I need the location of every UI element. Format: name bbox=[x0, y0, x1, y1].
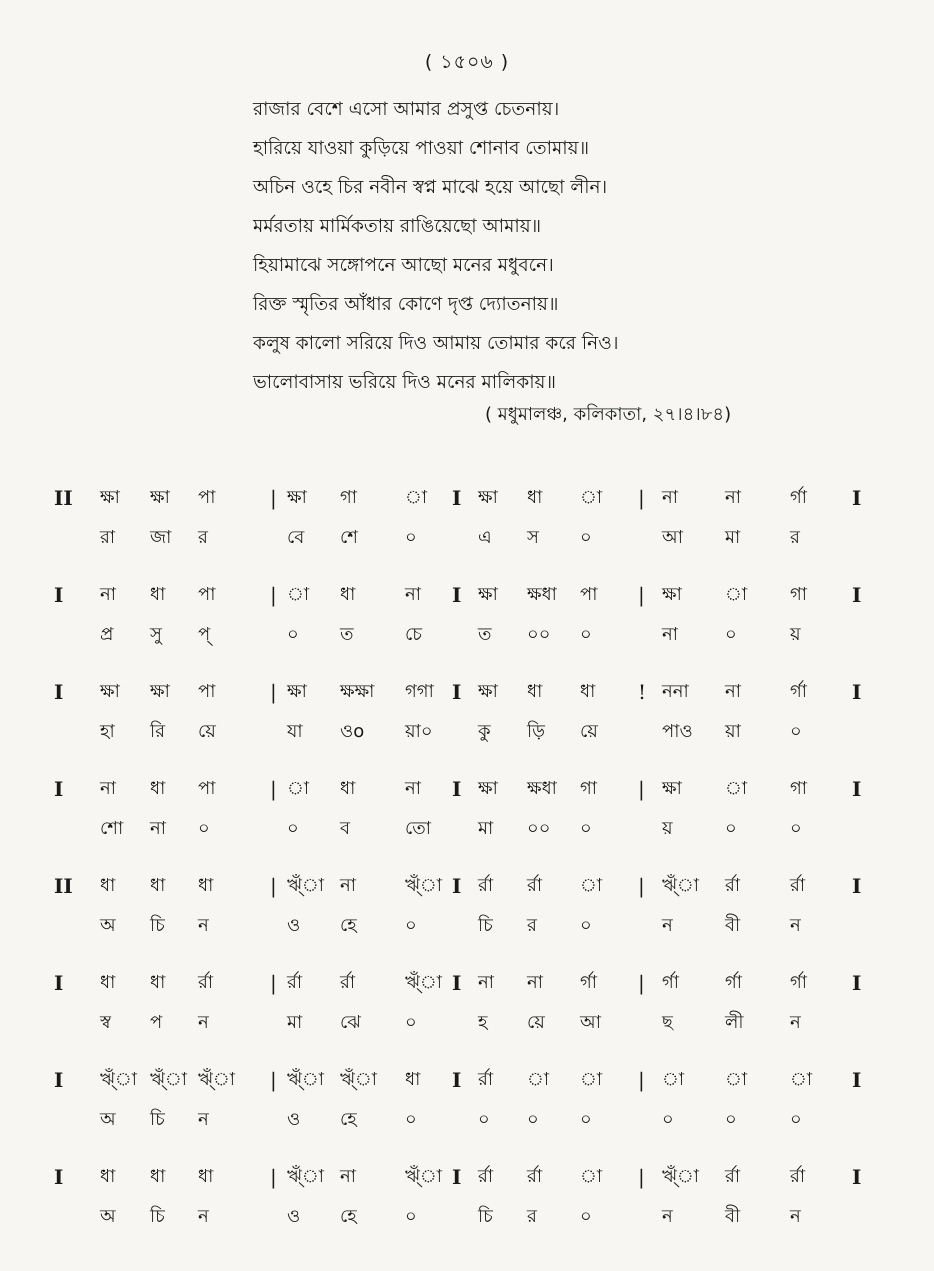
swara-note: ক্ষা bbox=[478, 681, 498, 702]
lyric-syllable: বী bbox=[725, 1206, 741, 1227]
lyric-syllable: না bbox=[662, 624, 678, 645]
lyric-syllable: এ bbox=[478, 527, 492, 548]
start-bar-mark: II bbox=[54, 486, 73, 510]
swara-note: পা bbox=[198, 778, 216, 799]
swara-note: া bbox=[725, 584, 748, 605]
lyric-syllable: বে bbox=[287, 527, 305, 548]
poem-line: অচিন ওহে চির নবীন স্বপ্ন মাঝে হয়ে আছো লীন। bbox=[253, 177, 608, 198]
lyric-syllable: ০ bbox=[725, 818, 737, 839]
swara-row bbox=[0, 478, 934, 518]
swara-note: গগা bbox=[405, 681, 434, 702]
lyric-syllable: জা bbox=[150, 527, 172, 548]
swara-note: ঋ্ঁা bbox=[340, 1069, 377, 1090]
lyric-syllable: ০ bbox=[478, 1109, 490, 1130]
lyric-syllable: সু bbox=[150, 624, 162, 645]
beat-divider: I bbox=[452, 971, 462, 995]
lyric-syllable: ত bbox=[478, 624, 492, 645]
beat-divider: | bbox=[638, 971, 645, 995]
lyric-syllable: ০ bbox=[790, 1109, 802, 1130]
swara-row bbox=[0, 769, 934, 809]
swara-note: ক্ষা bbox=[662, 778, 682, 799]
swara-note: ধা bbox=[150, 875, 166, 896]
swara-note: র্গা bbox=[580, 972, 598, 993]
swara-note: ননা bbox=[662, 681, 689, 702]
lyric-syllable: মা bbox=[725, 527, 741, 548]
lyric-row bbox=[0, 518, 934, 558]
swara-note: ধা bbox=[340, 778, 356, 799]
lyric-syllable: অ bbox=[100, 1206, 116, 1227]
swara-note: ক্ষা bbox=[662, 584, 682, 605]
lyric-syllable: অ bbox=[100, 915, 116, 936]
lyric-syllable: য়া bbox=[725, 721, 741, 742]
end-bar-mark: I bbox=[852, 874, 862, 898]
lyric-syllable: ন bbox=[662, 1206, 673, 1227]
lyric-syllable: ০ bbox=[580, 915, 592, 936]
swara-note: ধা bbox=[100, 1166, 116, 1187]
lyric-syllable: হে bbox=[340, 915, 357, 936]
swara-note: গা bbox=[790, 584, 808, 605]
beat-divider: I bbox=[452, 680, 462, 704]
swara-note: ধা bbox=[340, 584, 356, 605]
swara-note: ধা bbox=[100, 875, 116, 896]
lyric-row bbox=[0, 1003, 934, 1043]
lyric-syllable: ঝে bbox=[340, 1012, 361, 1033]
swara-note: া bbox=[527, 1069, 550, 1090]
swara-note: না bbox=[405, 778, 421, 799]
swara-note: া bbox=[790, 1069, 813, 1090]
lyric-syllable: ০ bbox=[790, 818, 802, 839]
lyric-syllable: ন bbox=[790, 1206, 801, 1227]
swara-note: না bbox=[725, 487, 741, 508]
page-number: ( ১৫০৬ ) bbox=[424, 51, 510, 73]
poem-line: হারিয়ে যাওয়া কুড়িয়ে পাওয়া শোনাব তোমায়॥ bbox=[253, 138, 590, 159]
lyric-syllable: ন bbox=[790, 1012, 801, 1033]
lyric-syllable: য়ে bbox=[198, 721, 216, 742]
swara-note: ক্ষা bbox=[150, 487, 170, 508]
start-bar-mark: I bbox=[54, 1068, 64, 1092]
beat-divider: | bbox=[270, 486, 277, 510]
lyric-syllable: চি bbox=[150, 1109, 165, 1130]
swara-note: ধা bbox=[527, 487, 543, 508]
swara-note: র্রা bbox=[725, 1166, 741, 1187]
lyric-syllable: ০ bbox=[405, 1109, 417, 1130]
swara-note: ক্ষা bbox=[287, 487, 307, 508]
start-bar-mark: I bbox=[54, 1165, 64, 1189]
swara-note: ঋ্ঁা bbox=[662, 875, 699, 896]
lyric-syllable: ও bbox=[287, 915, 301, 936]
swara-note: না bbox=[405, 584, 421, 605]
swara-note: র্রা bbox=[287, 972, 303, 993]
end-bar-mark: I bbox=[852, 1068, 862, 1092]
notation-block bbox=[0, 478, 934, 575]
end-bar-mark: I bbox=[852, 680, 862, 704]
lyric-syllable: চি bbox=[150, 1206, 165, 1227]
swara-note: ঋ্ঁা bbox=[405, 875, 442, 896]
beat-divider: | bbox=[270, 1068, 277, 1092]
poem-line: কলুষ কালো সরিয়ে দিও আমায় তোমার করে নিও। bbox=[253, 333, 619, 354]
notation-block bbox=[0, 1060, 934, 1157]
lyric-syllable: ০ bbox=[725, 1109, 737, 1130]
lyric-row bbox=[0, 906, 934, 946]
lyric-syllable: রা bbox=[100, 527, 116, 548]
lyric-syllable: যা bbox=[287, 721, 303, 742]
lyric-syllable: হে bbox=[340, 1206, 357, 1227]
swara-note: ধা bbox=[150, 1166, 166, 1187]
beat-divider: | bbox=[270, 1165, 277, 1189]
lyric-syllable: ০০ bbox=[527, 818, 551, 839]
lyric-syllable: ০ bbox=[662, 1109, 674, 1130]
lyric-syllable: র bbox=[527, 1206, 537, 1227]
lyric-syllable: ব bbox=[340, 818, 351, 839]
swara-note: ঋ্ঁা bbox=[287, 875, 324, 896]
lyric-syllable: য়া০ bbox=[405, 721, 433, 742]
swara-note: র্গা bbox=[790, 487, 808, 508]
swara-note: না bbox=[478, 972, 494, 993]
lyric-syllable: র bbox=[527, 915, 537, 936]
lyric-syllable: স্ব bbox=[100, 1012, 111, 1033]
lyric-syllable: বী bbox=[725, 915, 741, 936]
beat-divider: I bbox=[452, 777, 462, 801]
notation-block bbox=[0, 672, 934, 769]
beat-divider: I bbox=[452, 874, 462, 898]
poem-line: মর্মরতায় মার্মিকতায় রাঙিয়েছো আমায়॥ bbox=[253, 216, 542, 237]
swara-note: ক্ষা bbox=[100, 681, 120, 702]
swara-note: ঋ্ঁা bbox=[287, 1166, 324, 1187]
swara-note: ঋ্ঁা bbox=[405, 972, 442, 993]
start-bar-mark: I bbox=[54, 583, 64, 607]
swara-note: ক্ষা bbox=[478, 487, 498, 508]
swara-note: গা bbox=[790, 778, 808, 799]
swara-note: র্রা bbox=[790, 1166, 806, 1187]
swara-note: ঋ্ঁা bbox=[287, 1069, 324, 1090]
beat-divider: | bbox=[638, 777, 645, 801]
swara-note: া bbox=[580, 875, 603, 896]
lyric-syllable: আ bbox=[580, 1012, 601, 1033]
beat-divider: | bbox=[638, 1165, 645, 1189]
lyric-syllable: ০০ bbox=[527, 624, 551, 645]
swara-note: র্গা bbox=[790, 681, 808, 702]
lyric-syllable: ০ bbox=[405, 527, 417, 548]
beat-divider: | bbox=[638, 486, 645, 510]
swara-note: া bbox=[287, 778, 310, 799]
swara-note: পা bbox=[198, 487, 216, 508]
lyric-syllable: ০ bbox=[405, 1206, 417, 1227]
end-bar-mark: I bbox=[852, 971, 862, 995]
swara-note: ঋ্ঁা bbox=[405, 1166, 442, 1187]
lyric-syllable: ওo bbox=[340, 721, 365, 742]
lyric-row bbox=[0, 615, 934, 655]
lyric-syllable: হ bbox=[478, 1012, 488, 1033]
start-bar-mark: I bbox=[54, 680, 64, 704]
lyric-syllable: স bbox=[527, 527, 539, 548]
end-bar-mark: I bbox=[852, 1165, 862, 1189]
beat-divider: | bbox=[270, 777, 277, 801]
lyric-syllable: চি bbox=[150, 915, 165, 936]
lyric-syllable: হা bbox=[100, 721, 115, 742]
swara-note: র্রা bbox=[527, 1166, 543, 1187]
swara-row bbox=[0, 866, 934, 906]
lyric-syllable: র bbox=[790, 527, 800, 548]
swara-note: না bbox=[100, 584, 116, 605]
swara-note: ক্ষা bbox=[478, 778, 498, 799]
swara-note: র্রা bbox=[478, 1069, 494, 1090]
swara-note: ক্ষধা bbox=[527, 778, 557, 799]
lyric-syllable: ০ bbox=[405, 915, 417, 936]
lyric-syllable: প্র bbox=[100, 624, 114, 645]
poem-line: রাজার বেশে এসো আমার প্রসুপ্ত চেতনায়। bbox=[253, 99, 560, 120]
lyric-syllable: ০ bbox=[580, 818, 592, 839]
lyric-syllable: ০ bbox=[580, 527, 592, 548]
lyric-syllable: ০ bbox=[580, 1109, 592, 1130]
notation-block bbox=[0, 1157, 934, 1254]
lyric-syllable: ০ bbox=[725, 624, 737, 645]
lyric-syllable: শে bbox=[340, 527, 358, 548]
lyric-syllable: র bbox=[198, 527, 208, 548]
swara-note: ধা bbox=[100, 972, 116, 993]
notation-block bbox=[0, 866, 934, 963]
start-bar-mark: II bbox=[54, 874, 73, 898]
lyric-syllable: য় bbox=[790, 624, 801, 645]
lyric-syllable: ও bbox=[287, 1109, 301, 1130]
swara-note: র্রা bbox=[478, 875, 494, 896]
swara-note: না bbox=[100, 778, 116, 799]
poem-line: ভালোবাসায় ভরিয়ে দিও মনের মালিকায়॥ bbox=[253, 372, 556, 393]
poem-block bbox=[253, 90, 813, 402]
lyric-row bbox=[0, 712, 934, 752]
swara-note: র্রা bbox=[478, 1166, 494, 1187]
beat-divider: | bbox=[270, 874, 277, 898]
swara-note: র্রা bbox=[725, 875, 741, 896]
lyric-syllable: ও bbox=[287, 1206, 301, 1227]
beat-divider: ! bbox=[638, 680, 647, 704]
poem-credit: ( মধুমালঞ্চ, কলিকাতা, ২৭।৪।৮৪) bbox=[485, 404, 732, 425]
swara-note: া bbox=[580, 1166, 603, 1187]
swara-note: ক্ষা bbox=[287, 681, 307, 702]
swara-note: র্গা bbox=[790, 972, 808, 993]
lyric-syllable: ০ bbox=[287, 624, 299, 645]
swara-row bbox=[0, 963, 934, 1003]
swara-note: া bbox=[662, 1069, 685, 1090]
lyric-syllable: ন bbox=[662, 915, 673, 936]
swara-note: া bbox=[405, 487, 428, 508]
swara-note: র্রা bbox=[790, 875, 806, 896]
beat-divider: | bbox=[270, 583, 277, 607]
swara-note: র্গা bbox=[662, 972, 680, 993]
lyric-syllable: রি bbox=[150, 721, 166, 742]
notation-block bbox=[0, 769, 934, 866]
lyric-syllable: কু bbox=[478, 721, 491, 742]
swara-note: ধা bbox=[527, 681, 543, 702]
beat-divider: | bbox=[270, 971, 277, 995]
lyric-syllable: ০ bbox=[580, 624, 592, 645]
poem-line: হিয়ামাঝে সঙ্গোপনে আছো মনের মধুবনে। bbox=[253, 255, 554, 276]
notation-block bbox=[0, 575, 934, 672]
swara-note: র্রা bbox=[198, 972, 214, 993]
swara-row bbox=[0, 575, 934, 615]
lyric-syllable: ড়ি bbox=[527, 721, 545, 742]
lyric-syllable: ন bbox=[198, 915, 209, 936]
swara-note: ক্ষা bbox=[100, 487, 120, 508]
lyric-syllable: চে bbox=[405, 624, 423, 645]
beat-divider: I bbox=[452, 583, 462, 607]
swara-note: পা bbox=[580, 584, 598, 605]
beat-divider: | bbox=[638, 583, 645, 607]
beat-divider: I bbox=[452, 1165, 462, 1189]
start-bar-mark: I bbox=[54, 971, 64, 995]
lyric-syllable: শো bbox=[100, 818, 124, 839]
swara-note: র্রা bbox=[527, 875, 543, 896]
swara-note: না bbox=[340, 875, 356, 896]
swara-note: া bbox=[580, 1069, 603, 1090]
lyric-syllable: ন bbox=[198, 1012, 209, 1033]
lyric-syllable: ন bbox=[198, 1206, 209, 1227]
lyric-syllable: ত bbox=[340, 624, 354, 645]
beat-divider: | bbox=[270, 680, 277, 704]
swara-note: ধা bbox=[198, 875, 214, 896]
swara-note: ঋ্ঁা bbox=[150, 1069, 187, 1090]
lyric-syllable: ন bbox=[198, 1109, 209, 1130]
swara-note: া bbox=[725, 1069, 748, 1090]
swara-note: ধা bbox=[580, 681, 596, 702]
swara-note: া bbox=[725, 778, 748, 799]
lyric-syllable: ০ bbox=[287, 818, 299, 839]
lyric-syllable: অ bbox=[100, 1109, 116, 1130]
beat-divider: | bbox=[638, 874, 645, 898]
beat-divider: | bbox=[638, 1068, 645, 1092]
swara-note: ঋ্ঁা bbox=[100, 1069, 137, 1090]
lyric-syllable: ০ bbox=[198, 818, 210, 839]
swara-row bbox=[0, 1060, 934, 1100]
lyric-row bbox=[0, 1100, 934, 1140]
swara-note: র্রা bbox=[340, 972, 356, 993]
lyric-syllable: আ bbox=[662, 527, 683, 548]
lyric-syllable: চি bbox=[478, 1206, 493, 1227]
swara-note: ধা bbox=[405, 1069, 421, 1090]
swara-note: গা bbox=[340, 487, 358, 508]
swara-note: ধা bbox=[150, 778, 166, 799]
lyric-syllable: প bbox=[150, 1012, 163, 1033]
lyric-syllable: ছ bbox=[662, 1012, 673, 1033]
swara-note: না bbox=[527, 972, 543, 993]
lyric-syllable: না bbox=[150, 818, 166, 839]
swara-note: ঋ্ঁা bbox=[198, 1069, 235, 1090]
lyric-syllable: পাও bbox=[662, 721, 693, 742]
swara-note: া bbox=[580, 487, 603, 508]
swara-note: পা bbox=[198, 681, 216, 702]
lyric-syllable: মা bbox=[287, 1012, 303, 1033]
swara-note: পা bbox=[198, 584, 216, 605]
swara-note: না bbox=[662, 487, 678, 508]
swara-note: ক্ষা bbox=[478, 584, 498, 605]
swara-note: ঋ্ঁা bbox=[662, 1166, 699, 1187]
lyric-syllable: মা bbox=[478, 818, 494, 839]
swara-note: ক্ষধা bbox=[527, 584, 557, 605]
lyric-syllable: ০ bbox=[405, 1012, 417, 1033]
lyric-syllable: চি bbox=[478, 915, 493, 936]
lyric-syllable: তো bbox=[405, 818, 432, 839]
notation-section bbox=[0, 478, 934, 1254]
swara-note: ক্ষা bbox=[150, 681, 170, 702]
lyric-syllable: য়ে bbox=[580, 721, 598, 742]
lyric-row bbox=[0, 809, 934, 849]
lyric-syllable: ন bbox=[790, 915, 801, 936]
swara-note: া bbox=[287, 584, 310, 605]
swara-note: ক্ষক্ষা bbox=[340, 681, 375, 702]
start-bar-mark: I bbox=[54, 777, 64, 801]
beat-divider: I bbox=[452, 1068, 462, 1092]
swara-note: র্গা bbox=[725, 972, 743, 993]
lyric-row bbox=[0, 1197, 934, 1237]
lyric-syllable: লী bbox=[725, 1012, 744, 1033]
swara-note: না bbox=[725, 681, 741, 702]
swara-row bbox=[0, 672, 934, 712]
lyric-syllable: ০ bbox=[527, 1109, 539, 1130]
poem-line: রিক্ত স্মৃতির আঁধার কোণে দৃপ্ত দ্যোতনায়॥ bbox=[253, 294, 559, 315]
swara-row bbox=[0, 1157, 934, 1197]
beat-divider: I bbox=[452, 486, 462, 510]
lyric-syllable: ০ bbox=[790, 721, 802, 742]
swara-note: ধা bbox=[150, 972, 166, 993]
lyric-syllable: হে bbox=[340, 1109, 357, 1130]
swara-note: না bbox=[340, 1166, 356, 1187]
notation-block bbox=[0, 963, 934, 1060]
swara-note: গা bbox=[580, 778, 598, 799]
end-bar-mark: I bbox=[852, 583, 862, 607]
end-bar-mark: I bbox=[852, 486, 862, 510]
swara-note: ধা bbox=[150, 584, 166, 605]
swara-note: ধা bbox=[198, 1166, 214, 1187]
lyric-syllable: প্ bbox=[198, 624, 211, 645]
lyric-syllable: য় bbox=[662, 818, 673, 839]
end-bar-mark: I bbox=[852, 777, 862, 801]
lyric-syllable: য়ে bbox=[527, 1012, 545, 1033]
lyric-syllable: ০ bbox=[580, 1206, 592, 1227]
